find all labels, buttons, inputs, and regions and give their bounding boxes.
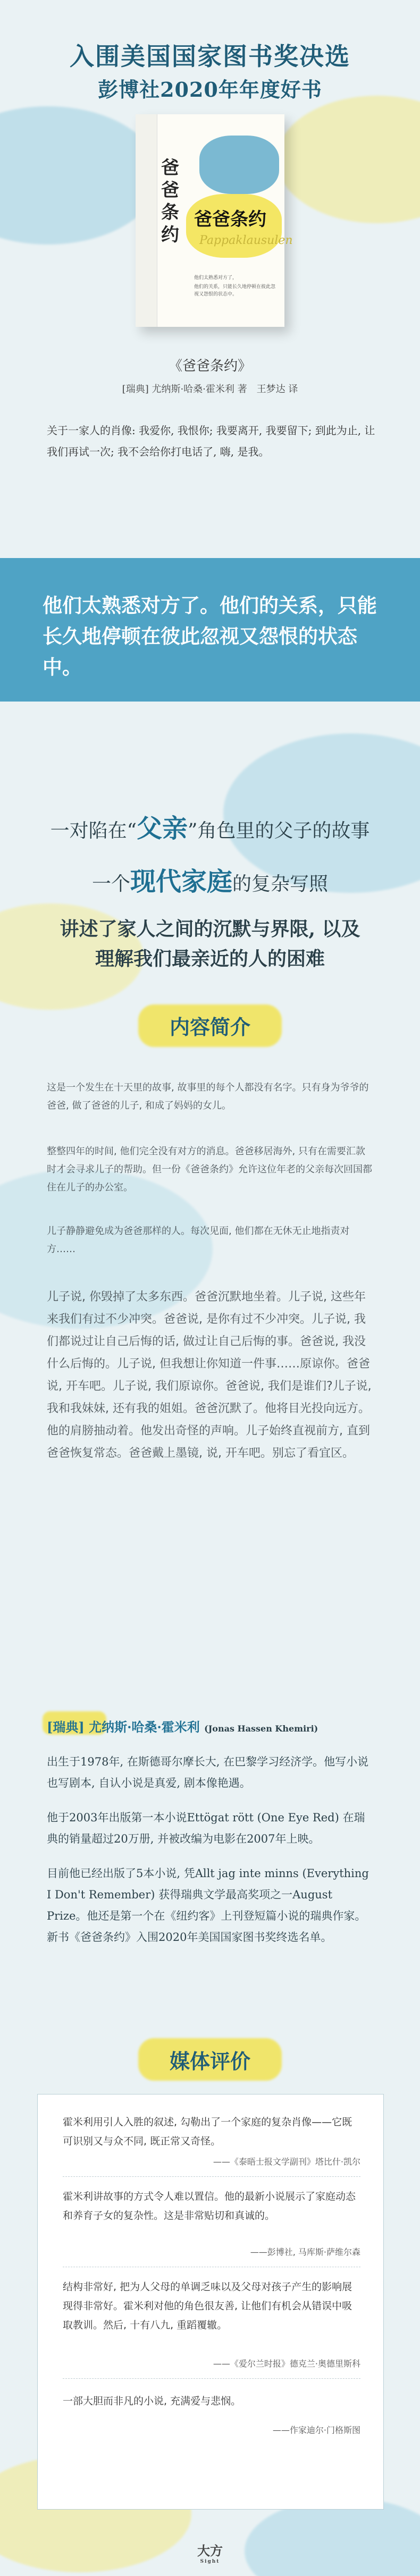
content-para-1: 这是一个发生在十天里的故事, 故事里的每个人都没有名字。只有身为爷爷的爸爸, 做了爸爸的儿子, 和成了妈妈的女儿。 [47,1082,369,1111]
highlight-silence: 讲述了家人之间的沉默与界限, 以及理解我们最亲近的人的困难 [60,918,360,970]
review-2-source: ——彭博社, 马库斯·萨维尔森 [250,2247,360,2257]
highlight-family: 一个现代家庭的复杂写照 [91,867,329,897]
headline-bloomberg: 彭博社2020年年度好书 [98,78,322,102]
author-para-1: 出生于1978年, 在斯德哥尔摩长大, 在巴黎学习经济学。他写小说也写剧本, 自认小说是真爱, 剧本像艳遇。 [47,1755,369,1789]
review-4-source: ——作家迪尔·门格斯图 [272,2425,360,2435]
book-en-title: Pappaklausulen [199,234,293,247]
review-1-source: ——《泰晤士报文学副刊》塔比什·凯尔 [213,2157,360,2167]
content-para-4: 儿子说, 你毁掉了太多东西。爸爸沉默地坐着。儿子说, 这些年来我们有过不少冲突。爸爸说, 是你有过不少冲突。儿子说, 我们都说过让自己后悔的话, 做过让自己后悔的事。爸爸说, 我没什么后悔的。儿子说, 但我想让你知道一件事……原谅你。爸爸说, 开车吧。儿子说, 我们原谅你。爸爸说, 我们是谁们?儿子说, 我和我妹妹, 还有我的姐姐。爸爸沉默了。他将目光投向远方。他的肩膀抽动着。他发出奇怪的声响。儿子始终直视前方, 直到爸爸恢复常态。爸爸戴上墨镜, 说, 开车吧。别忘了看宜区。 [47,1290,372,1460]
review-3: 结构非常好, 把为人父母的单调乏味以及父母对孩子产生的影响展现得非常好。霍米利对他的角色很友善, 让他们有机会从错误中吸取教训。然后, 十有八九, 重蹈覆辙。 [63,2281,352,2331]
author-para-3: 目前他已经出版了5本小说, 凭Allt jag inte minns (Everything I Don't Remember) 获得瑞典文学最高奖项之一August Prize。他还是第一个在《纽约客》上刊登短篇小说的瑞典作家。新书《爸爸条约》入围2020年美国国家图书奖终选名单。 [47,1867,369,1944]
quote-band-text: 他们太熟悉对方了。他们的关系，只能长久地停顿在彼此忽视又怨恨的状态中。 [43,594,377,679]
author-heading [47,1717,373,1735]
author-para-2: 他于2003年出版第一本小说Ettögat rött (One Eye Red) 在瑞典的销量超过20万册, 并被改编为电影在2007年上映。 [47,1811,365,1845]
media-title: 媒体评价 [169,2049,250,2073]
author-name: [瑞典] 尤纳斯·哈桑·霍米利 [47,1719,200,1735]
book-blurb-1: 他们太熟悉对方了， [194,275,238,281]
publisher-logo: 大方 Sight [197,2543,223,2564]
headline-award: 入围美国国家图书奖决选 [70,42,350,71]
review-3-source: ——《爱尔兰时报》德克兰·奥德里斯科 [213,2359,360,2369]
book-blue-blob [199,136,279,194]
review-1: 霍米利用引人入胜的叙述, 勾勒出了一个家庭的复杂肖像——它既可识别又与众不同, 既正常又奇怪。 [63,2116,352,2147]
author-translator: [瑞典] 尤纳斯·哈桑·霍米利 著 王梦达 译 [122,384,298,395]
wash-yellow-top [276,96,420,223]
content-para-3: 儿子静静避免成为爸爸那样的人。每次见面, 他们都在无休无止地指责对方…… [47,1226,350,1255]
content-para-2: 整整四年的时间, 他们完全没有对方的消息。爸爸移居海外, 只有在需要汇款时才会寻求儿子的帮助。但一份《爸爸条约》允许这位年老的父亲每次回国都住在儿子的办公室。 [47,1146,372,1193]
review-4: 一部大胆而非凡的小说, 充满爱与悲悯。 [63,2395,241,2407]
highlight-father: 一对陷在“父亲”角色里的父子的故事 [50,814,370,843]
book-spine-title: 爸爸条约 [161,157,179,246]
intro-text: 关于一家人的肖像: 我爱你, 我恨你; 我要离开, 我要留下; 到此为止, 让我们再试一次; 我不会给你打电话了, 嗨, 是我。 [47,424,375,458]
author-name-en: (Jonas Hassen Khemiri) [204,1724,318,1734]
book-spine [136,114,157,327]
book-cover-image [136,114,293,327]
book-blurb-2: 他们的关系，只能长久地停顿在彼此忽视又怨恨的状态中。 [194,284,276,297]
review-divider-3 [63,2378,360,2379]
content-title: 内容简介 [169,1015,250,1039]
review-divider-1 [63,2176,360,2177]
review-2: 霍米利讲故事的方式令人难以置信。他的最新小说展示了家庭动态和养育子女的复杂性。这是非常贴切和真诚的。 [63,2191,356,2222]
book-main-title: 爸爸条约 [194,209,266,230]
book-caption: 《爸爸条约》 [168,358,251,374]
